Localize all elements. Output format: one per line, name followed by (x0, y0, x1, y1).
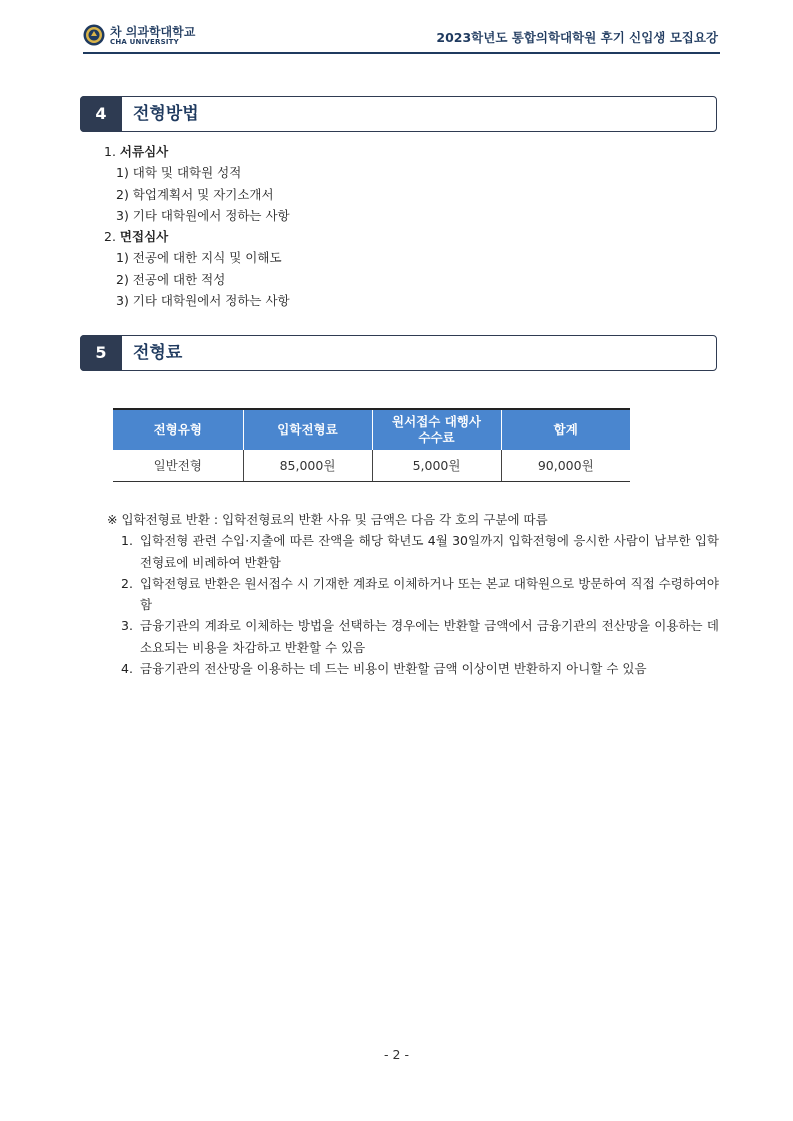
table-cell: 일반전형 (113, 450, 243, 481)
page-number: - 2 - (384, 1047, 409, 1062)
list-item-text: 입학전형 관련 수입·지출에 따른 잔액을 해당 학년도 4월 30일까지 입학전형에 응시한 사람이 납부한 입학전형료에 비례하여 반환함 (140, 533, 719, 570)
column-header-line: 수수료 (418, 430, 455, 445)
section-5-header (80, 335, 717, 371)
university-seal-icon (83, 24, 105, 46)
sub-list-item: 1) 대학 및 대학원 성적 (116, 165, 242, 181)
list-item-text: 금융기관의 계좌로 이체하는 방법을 선택하는 경우에는 반환할 금액에서 금융기관의 전산망을 이용하는 데 소요되는 비용을 차감하고 반환할 수 있음 (140, 618, 719, 655)
list-item-number: 3. (121, 618, 133, 634)
section-number-badge: 5 (80, 335, 122, 371)
application-fee-table (113, 408, 630, 482)
list-item-text: 금융기관의 전산망을 이용하는 데 드는 비용이 반환할 금액 이상이면 반환하지 아니할 수 있음 (140, 661, 647, 677)
column-header (372, 409, 501, 450)
university-logo (83, 22, 233, 50)
column-header-line: 원서접수 대행사 (392, 414, 481, 429)
list-item (107, 615, 719, 658)
list-item (107, 530, 719, 573)
column-header: 합계 (501, 409, 630, 450)
note-list (107, 530, 719, 679)
sub-list-item: 3) 기타 대학원에서 정하는 사항 (116, 293, 290, 309)
note-heading: ※ 입학전형료 반환 : 입학전형료의 반환 사유 및 금액은 다음 각 호의 구분에 따름 (107, 512, 548, 527)
table-cell: 5,000원 (372, 450, 501, 481)
sub-list-item: 2) 전공에 대한 적성 (116, 271, 226, 287)
refund-note (107, 509, 719, 679)
list-item (104, 141, 290, 162)
list-item (107, 658, 719, 679)
table-row (113, 450, 630, 481)
logo-subtext: CHA UNIVERSITY (110, 38, 179, 46)
table-cell: 85,000원 (243, 450, 372, 481)
list-item-label: 면접심사 (119, 229, 169, 245)
section-title: 전형방법 (133, 104, 199, 124)
section-4-header (80, 96, 717, 132)
document-title: 2023학년도 통합의학대학원 후기 신입생 모집요강 (436, 30, 718, 45)
list-item-number: 4. (121, 661, 133, 677)
sub-list-item: 3) 기타 대학원에서 정하는 사항 (116, 207, 290, 223)
selection-method-list (104, 141, 290, 311)
list-item-text: 입학전형료 반환은 원서접수 시 기재한 계좌로 이체하거나 또는 본교 대학원으로 방문하여 직접 수령하여야 함 (140, 575, 719, 613)
list-item-number: 2. (104, 229, 116, 245)
table-header-row (113, 409, 630, 450)
list-item (104, 226, 290, 247)
page-header (83, 20, 720, 54)
column-header: 입학전형료 (243, 409, 372, 450)
list-item-label: 서류심사 (119, 144, 169, 159)
list-item-number: 1. (104, 144, 116, 159)
list-item (107, 573, 719, 616)
section-title: 전형료 (133, 343, 183, 363)
list-item-number: 1. (121, 533, 133, 549)
table-cell: 90,000원 (501, 450, 630, 481)
column-header: 전형유형 (113, 409, 243, 450)
list-item-number: 2. (121, 575, 133, 591)
sub-list-item: 2) 학업계획서 및 자기소개서 (116, 186, 274, 202)
sub-list-item: 1) 전공에 대한 지식 및 이해도 (116, 250, 282, 266)
logo-text: 차 의과학대학교 (110, 25, 196, 39)
section-number-badge: 4 (80, 96, 122, 132)
